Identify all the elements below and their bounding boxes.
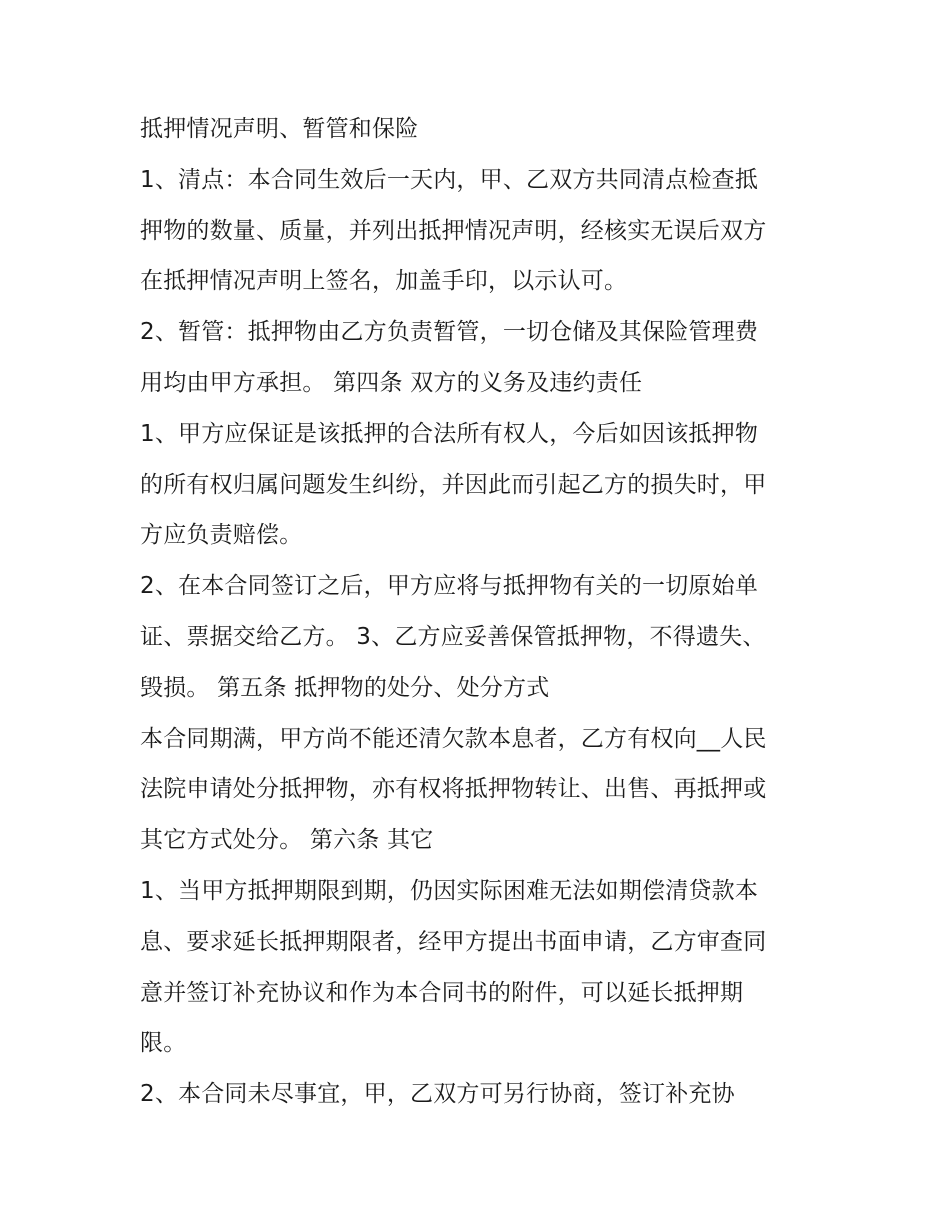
paragraph-line: 2、本合同未尽事宜，甲，乙双方可另行协商，签订补充协 (140, 1081, 735, 1108)
paragraph-line: 的所有权归属问题发生纠纷，并因此而引起乙方的损失时，甲 (140, 471, 767, 498)
paragraph-line: 2、在本合同签订之后，甲方应将与抵押物有关的一切原始单 (140, 573, 759, 600)
paragraph-line: 用均由甲方承担。 第四条 双方的义务及违约责任 (140, 369, 643, 396)
paragraph-line: 在抵押情况声明上签名，加盖手印，以示认可。 (140, 268, 628, 295)
paragraph-line: 方应负责赔偿。 (140, 522, 303, 549)
paragraph-line: 本合同期满，甲方尚不能还清欠款本息者，乙方有权向__人民 (140, 725, 767, 752)
section-heading: 抵押情况声明、暂管和保险 (140, 116, 419, 142)
paragraph-line: 1、清点：本合同生效后一天内，甲、乙双方共同清点检查抵 (140, 166, 759, 193)
paragraph-line: 2、暂管：抵押物由乙方负责暂管，一切仓储及其保险管理费 (140, 319, 759, 346)
paragraph-line: 押物的数量、质量，并列出抵押情况声明，经核实无误后双方 (140, 217, 767, 244)
paragraph-line: 证、票据交给乙方。 3、乙方应妥善保管抵押物，不得遗失、 (140, 623, 766, 650)
document-body (140, 104, 820, 1120)
paragraph-line: 1、当甲方抵押期限到期，仍因实际困难无法如期偿清贷款本 (140, 877, 759, 904)
paragraph-line: 法院申请处分抵押物，亦有权将抵押物转让、出售、再抵押或 (140, 776, 767, 803)
paragraph-line: 限。 (140, 1030, 187, 1057)
paragraph-line: 意并签订补充协议和作为本合同书的附件，可以延长抵押期 (140, 979, 744, 1006)
paragraph-line: 息、要求延长抵押期限者，经甲方提出书面申请，乙方审查同 (140, 928, 767, 955)
paragraph-line: 其它方式处分。 第六条 其它 (140, 827, 434, 854)
paragraph-line: 毁损。 第五条 抵押物的处分、处分方式 (140, 674, 550, 701)
paragraph-line: 1、甲方应保证是该抵押的合法所有权人，今后如因该抵押物 (140, 420, 759, 447)
